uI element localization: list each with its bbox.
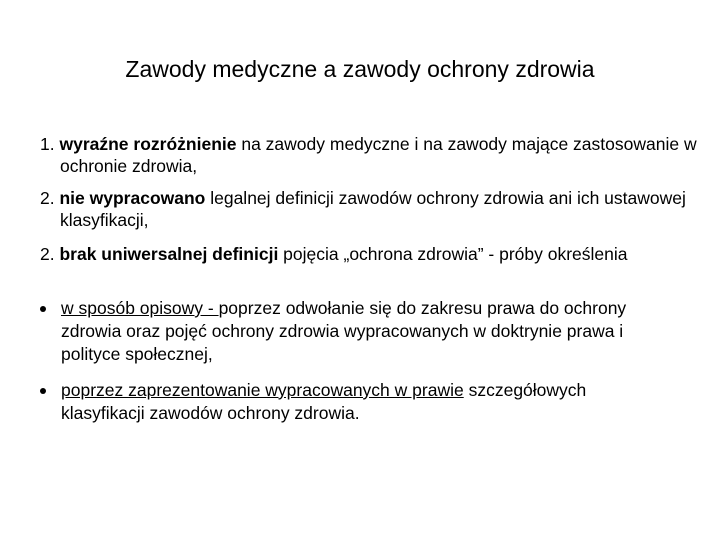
bullet-rest-text: poprzez odwołanie się do zakresu prawa do ochrony zdrowia oraz pojęć ochrony zdrowia wypracowanych w doktrynie prawa i polityce społecznej, [61,298,627,364]
item-bold-text: nie wypracowano [59,188,206,208]
bullet-dot-icon [40,388,46,394]
item-number: 1. [40,134,55,154]
item-bold-text: brak uniwersalnej definicji [59,244,279,264]
slide-title: Zawody medyczne a zawody ochrony zdrowia [125,56,595,82]
item-text: legalnej definicji zawodów ochrony zdrowia ani ich ustawowej klasyfikacji, [60,188,686,230]
bullet-underlined-text: w sposób opisowy - [61,298,219,318]
bullet-underlined-text: poprzez zaprezentowanie wypracowanych w prawie [61,380,464,400]
bullet-rest-text: szczegółowych klasyfikacji zawodów ochrony zdrowia. [61,380,587,423]
item-bold-text: wyraźne rozróżnienie [59,134,237,154]
item-number: 2. [40,188,55,208]
list-item-2 [40,187,700,231]
item-number: 2. [40,244,55,264]
item-text: pojęcia „ochrona zdrowia” - próby określenia [278,244,628,264]
bullet-text [61,297,666,366]
bullet-text [61,379,666,425]
bullet-dot-icon [40,306,46,312]
list-item-3 [40,243,700,265]
list-item-1 [40,133,700,177]
item-text: na zawody medyczne i na zawody mające zastosowanie w ochronie zdrowia, [60,134,697,176]
